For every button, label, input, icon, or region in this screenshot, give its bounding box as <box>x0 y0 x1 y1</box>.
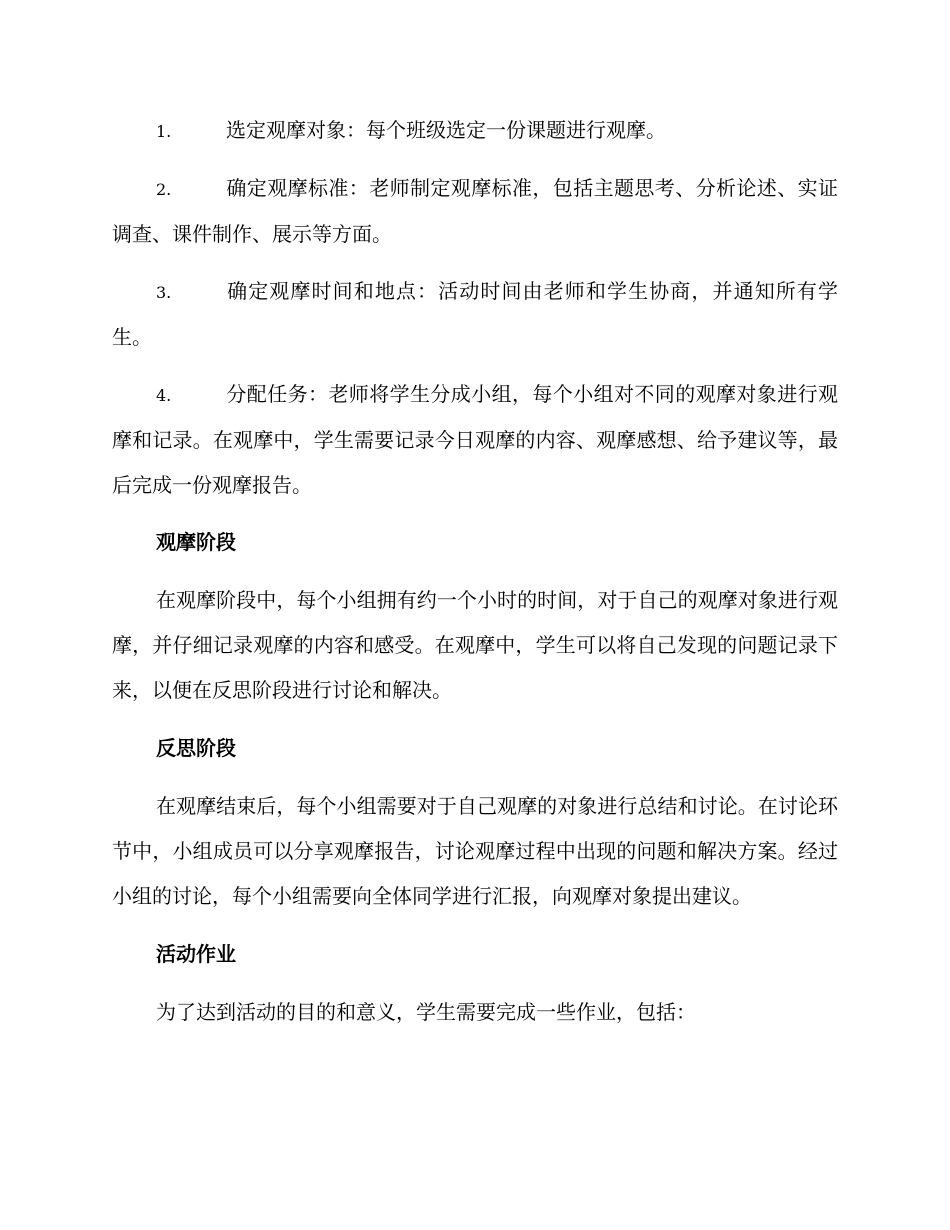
list-item <box>112 269 838 360</box>
section-heading-homework: 活动作业 <box>156 942 236 966</box>
list-item <box>112 372 838 508</box>
list-item <box>112 166 838 257</box>
list-item-text: 确定观摩时间和地点：活动时间由老师和学生协商，并通知所有学生。 <box>112 279 838 349</box>
list-item-number: 4. <box>156 386 172 405</box>
list-item-text: 选定观摩对象：每个班级选定一份课题进行观摩。 <box>226 118 666 142</box>
section-paragraph-reflection: 在观摩结束后，每个小组需要对于自己观摩的对象进行总结和讨论。在讨论环节中，小组成员可以分享观摩报告，讨论观摩过程中出现的问题和解决方案。经过小组的讨论，每个小组需要向全体同学进行汇报，向观摩对象提出建议。 <box>112 794 838 908</box>
document-body <box>112 108 838 1048</box>
list-item <box>112 108 838 154</box>
list-item-number: 1. <box>156 122 172 141</box>
section-paragraph-observation: 在观摩阶段中，每个小组拥有约一个小时的时间，对于自己的观摩对象进行观摩，并仔细记录观摩的内容和感受。在观摩中，学生可以将自己发现的问题记录下来，以便在反思阶段进行讨论和解决。 <box>112 588 838 702</box>
list-item-text: 确定观摩标准：老师制定观摩标准，包括主题思考、分析论述、实证调查、课件制作、展示等方面。 <box>112 176 838 246</box>
section-paragraph-homework: 为了达到活动的目的和意义，学生需要完成一些作业，包括： <box>156 1000 696 1024</box>
list-item-text: 分配任务：老师将学生分成小组，每个小组对不同的观摩对象进行观摩和记录。在观摩中，学生需要记录今日观摩的内容、观摩感想、给予建议等，最后完成一份观摩报告。 <box>112 382 838 497</box>
section-heading-observation: 观摩阶段 <box>156 530 236 554</box>
list-item-number: 3. <box>156 283 172 302</box>
list-item-number: 2. <box>156 180 172 199</box>
section-heading-reflection: 反思阶段 <box>156 736 236 760</box>
